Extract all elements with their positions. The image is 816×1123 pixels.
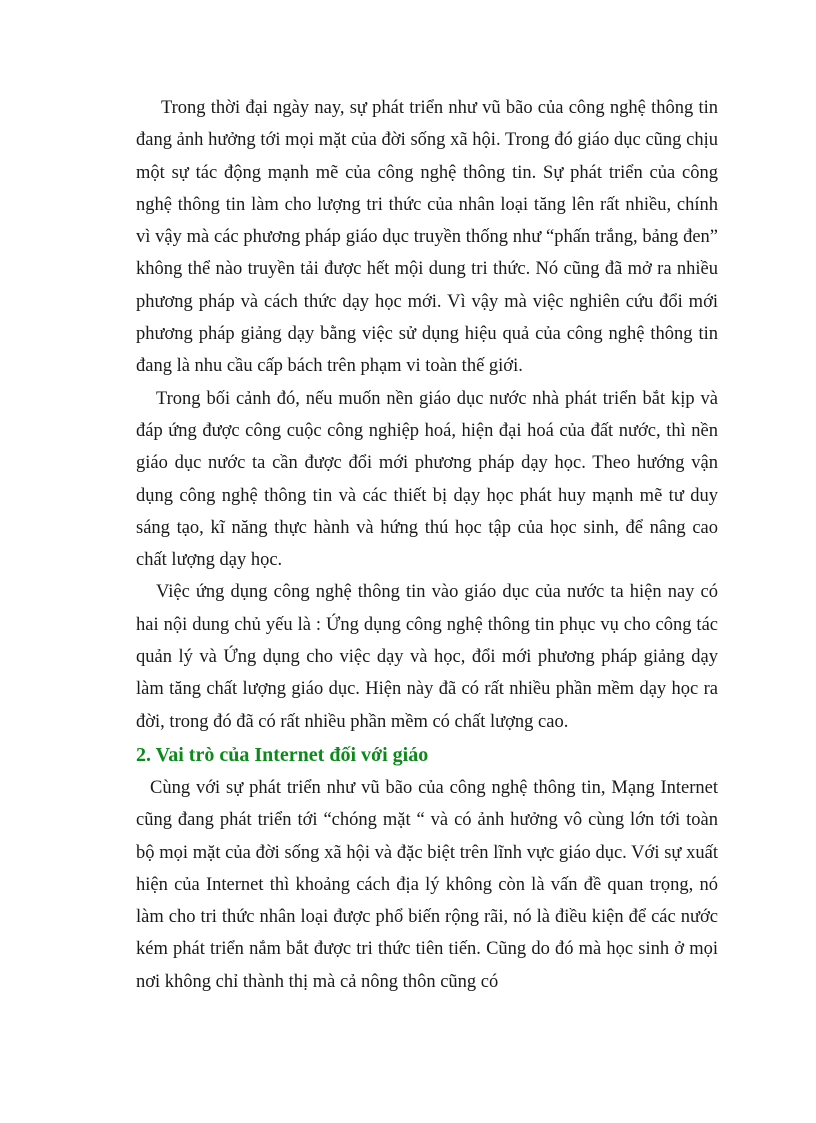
document-body [136,92,718,998]
paragraph-3: Việc ứng dụng công nghệ thông tin vào giáo dục của nước ta hiện nay có hai nội dung chủ yếu là : Ứng dụng công nghệ thông tin phục vụ cho công tác quản lý và Ứng dụng cho việc dạy và học, đổi mới phương pháp giảng dạy làm tăng chất lượng giáo dục. Hiện này đã có rất nhiều phần mềm dạy học ra đời, trong đó đã có rất nhiều phần mềm có chất lượng cao. [136,582,718,732]
paragraph-1: Trong thời đại ngày nay, sự phát triển như vũ bão của công nghệ thông tin đang ảnh hưởng tới mọi mặt của đời sống xã hội. Trong đó giáo dục cũng chịu một sự tác động mạnh mẽ của công nghệ thông tin. Sự phát triển của công nghệ thông tin làm cho lượng tri thức của nhân loại tăng lên rất nhiều, chính vì vậy mà các phương pháp giáo dục truyền thống như “phấn trắng, bảng đen” không thể nào truyền tải được hết mội dung tri thức. Nó cũng đã mở ra nhiều phương pháp và cách thức dạy học mới. Vì vậy mà việc nghiên cứu đổi mới phương pháp giảng dạy bằng việc sử dụng hiệu quả của công nghệ thông tin đang là nhu cầu cấp bách trên phạm vi toàn thế giới. [136,98,718,377]
paragraph-2: Trong bối cảnh đó, nếu muốn nền giáo dục nước nhà phát triển bắt kịp và đáp ứng được công cuộc công nghiệp hoá, hiện đại hoá của đất nước, thì nền giáo dục nước ta cần được đổi mới phương pháp dạy học. Theo hướng vận dụng công nghệ thông tin và các thiết bị dạy học phát huy mạnh mẽ tư duy sáng tạo, kĩ năng thực hành và hứng thú học tập của học sinh, để nâng cao chất lượng dạy học. [136,388,718,571]
section-heading: 2. Vai trò của Internet đối với giáo [136,743,429,766]
paragraph-4: Cùng với sự phát triển như vũ bão của công nghệ thông tin, Mạng Internet cũng đang phát triển tới “chóng mặt “ và có ảnh hưởng vô cùng lớn tới toàn bộ mọi mặt của đời sống xã hội và đặc biệt trên lĩnh vực giáo dục. Với sự xuất hiện của Internet thì khoảng cách địa lý không còn là vấn đề quan trọng, nó làm cho tri thức nhân loại được phổ biến rộng rãi, nó là điều kiện để các nước kém phát triển nắm bắt được tri thức tiên tiến. Cũng do đó mà học sinh ở mọi nơi không chỉ thành thị mà cả nông thôn cũng có [136,777,718,992]
